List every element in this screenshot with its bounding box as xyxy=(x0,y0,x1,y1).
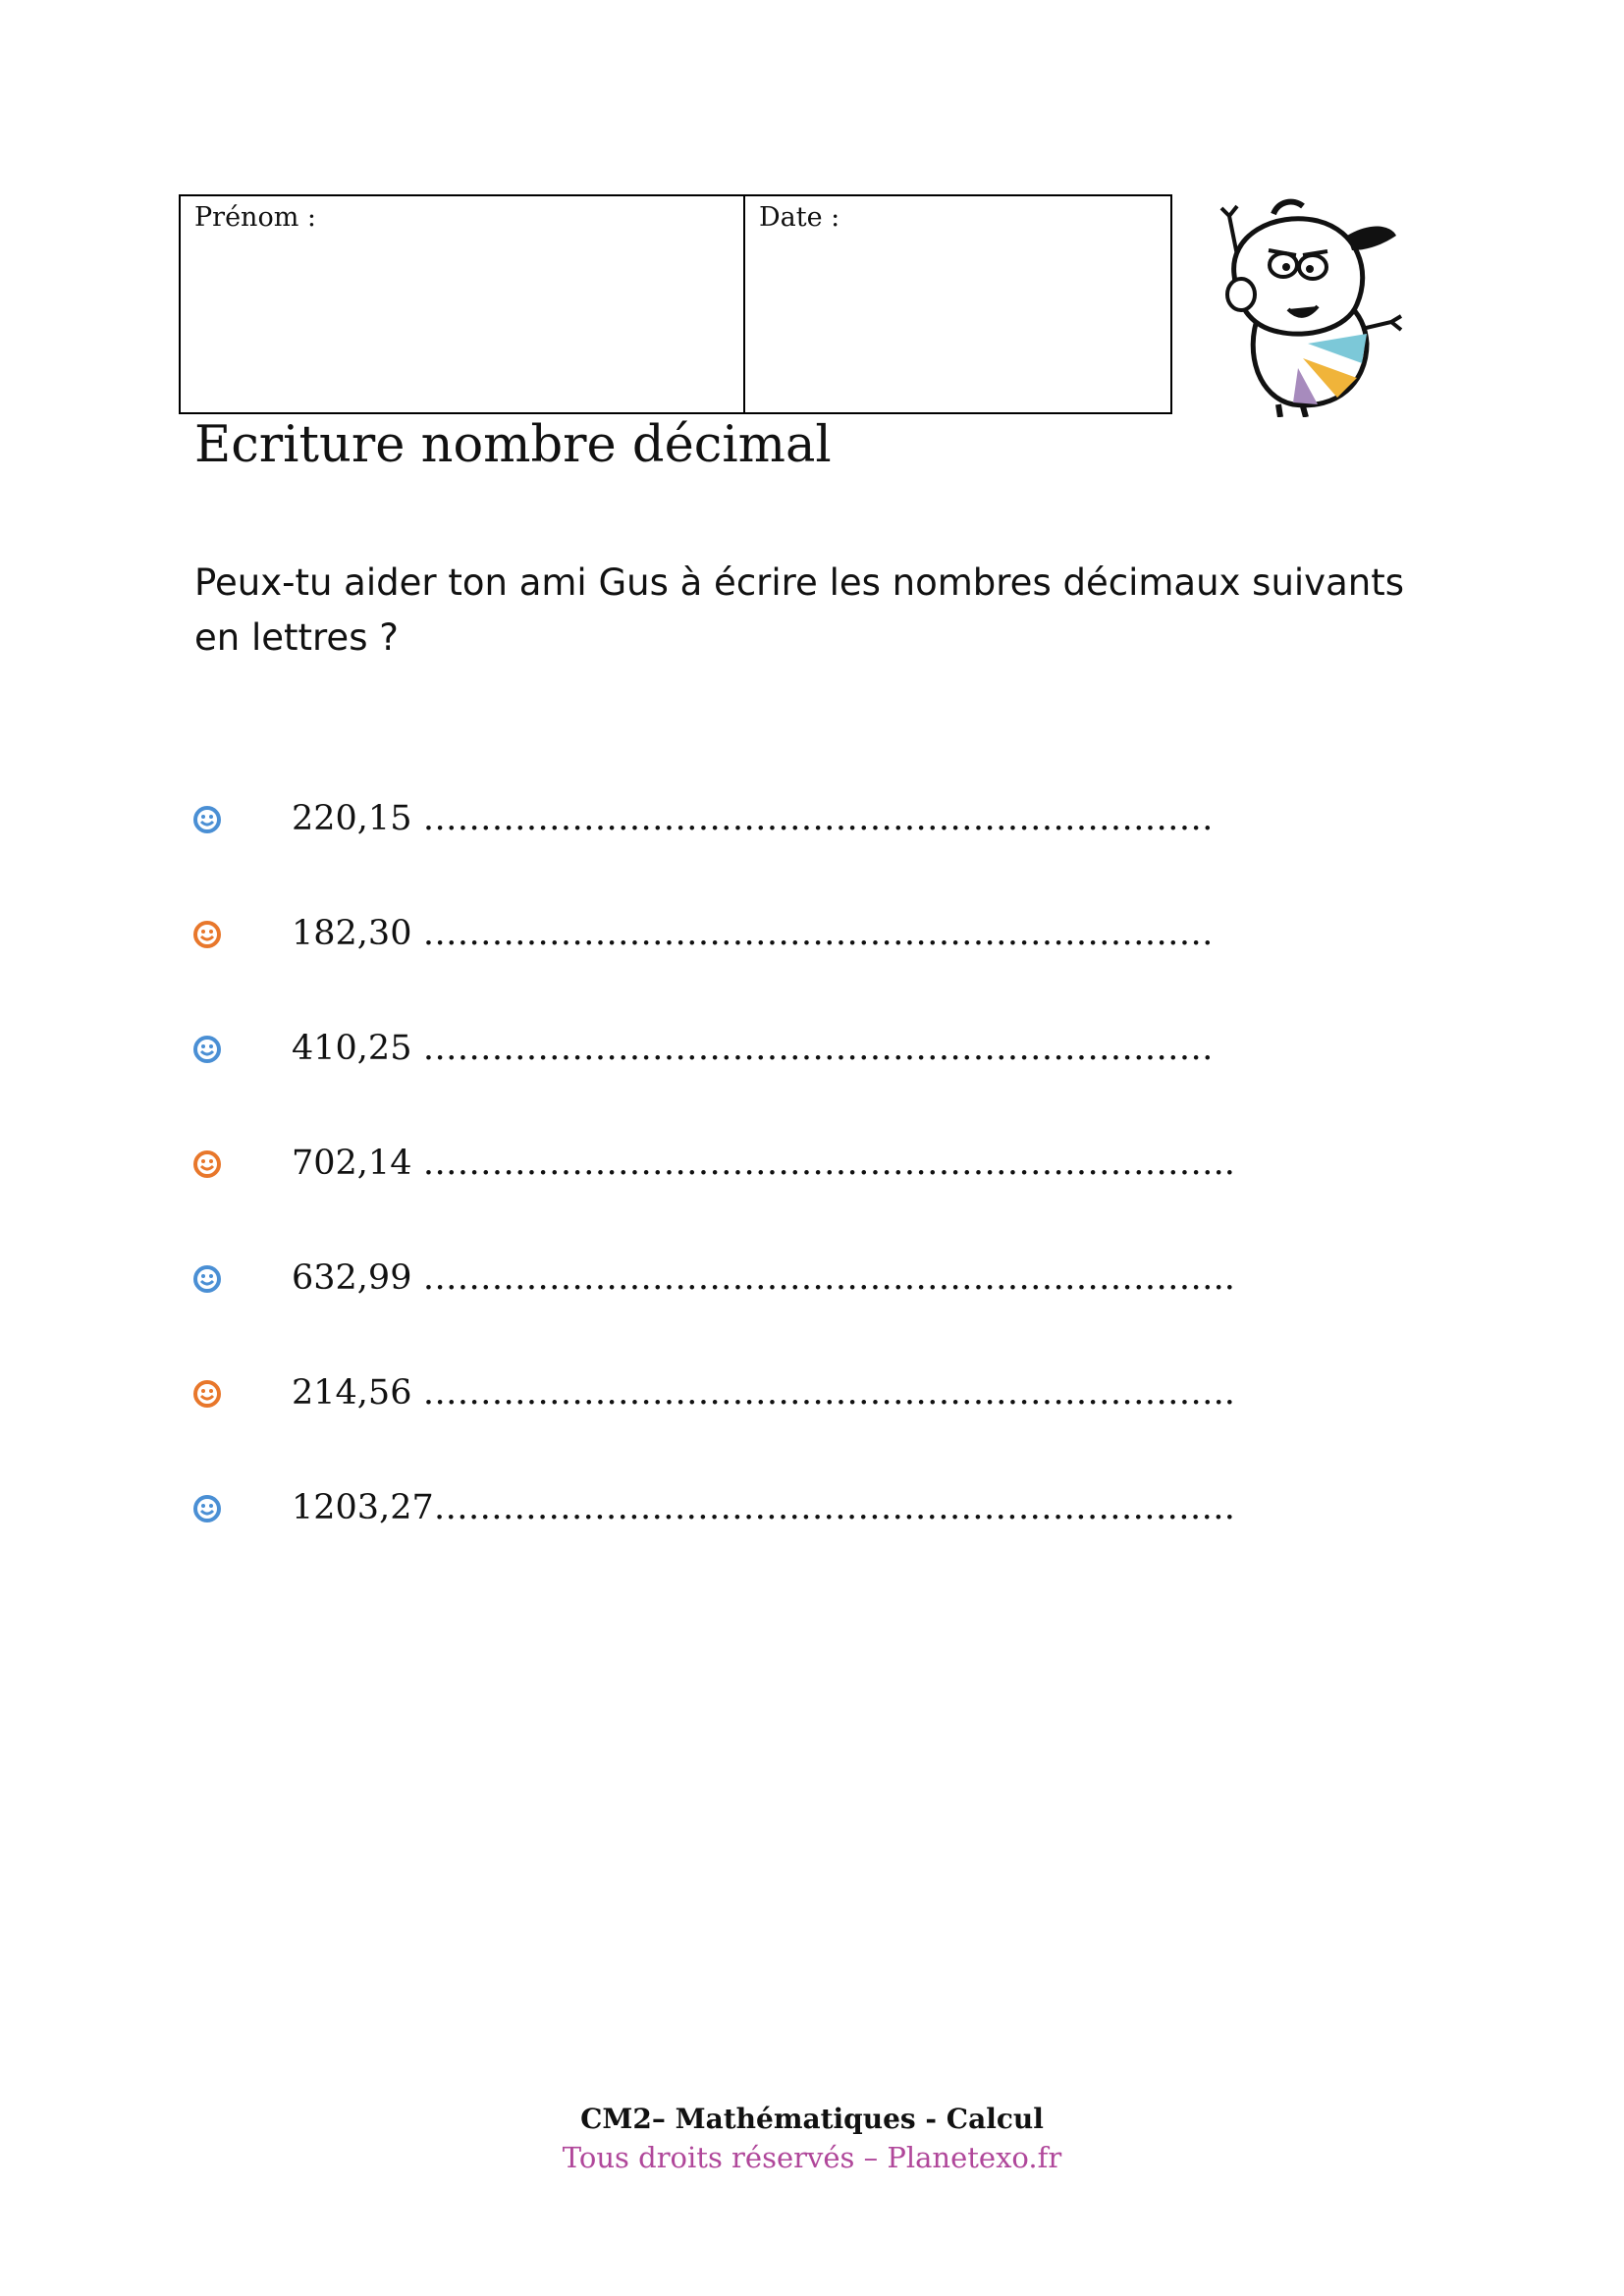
exercise-item xyxy=(192,912,1371,1027)
exercise-line: 182,30 …………………………………………………………… xyxy=(292,914,1214,953)
date-label: Date : xyxy=(759,202,840,233)
exercise-line: 632,99 …………………………………………………………….. xyxy=(292,1258,1235,1298)
exercise-item xyxy=(192,1256,1371,1371)
smiley-icon xyxy=(192,1379,222,1409)
exercise-line: 214,56 …………………………………………………………….. xyxy=(292,1373,1235,1413)
sheep-mascot-icon xyxy=(1200,196,1416,417)
exercise-item xyxy=(192,1027,1371,1142)
date-field[interactable] xyxy=(745,196,1170,412)
smiley-icon xyxy=(192,1264,222,1294)
exercise-item xyxy=(192,1371,1371,1486)
smiley-icon xyxy=(192,1494,222,1523)
prenom-field[interactable] xyxy=(181,196,745,412)
prenom-label: Prénom : xyxy=(194,202,316,233)
exercise-list xyxy=(192,797,1371,1601)
smiley-icon xyxy=(192,805,222,834)
exercise-line: 702,14 …………………………………………………………….. xyxy=(292,1144,1235,1183)
exercise-item xyxy=(192,797,1371,912)
header-table xyxy=(179,194,1172,414)
exercise-item xyxy=(192,1142,1371,1256)
smiley-icon xyxy=(192,1035,222,1064)
smiley-icon xyxy=(192,920,222,949)
exercise-line: 1203,27……………………………………………………………. xyxy=(292,1488,1235,1527)
footer-subject: CM2– Mathématiques - Calcul xyxy=(580,2103,1044,2135)
smiley-icon xyxy=(192,1149,222,1179)
exercise-item xyxy=(192,1486,1371,1601)
instruction-text: Peux-tu aider ton ami Gus à écrire les nombres décimaux suivants en lettres ? xyxy=(194,561,1404,659)
exercise-line: 410,25 …………………………………………………………… xyxy=(292,1029,1214,1068)
worksheet-title: Ecriture nombre décimal xyxy=(194,416,832,474)
footer-rights: Tous droits réservés – Planetexo.fr xyxy=(562,2141,1062,2174)
exercise-line: 220,15 …………………………………………………………… xyxy=(292,799,1214,838)
